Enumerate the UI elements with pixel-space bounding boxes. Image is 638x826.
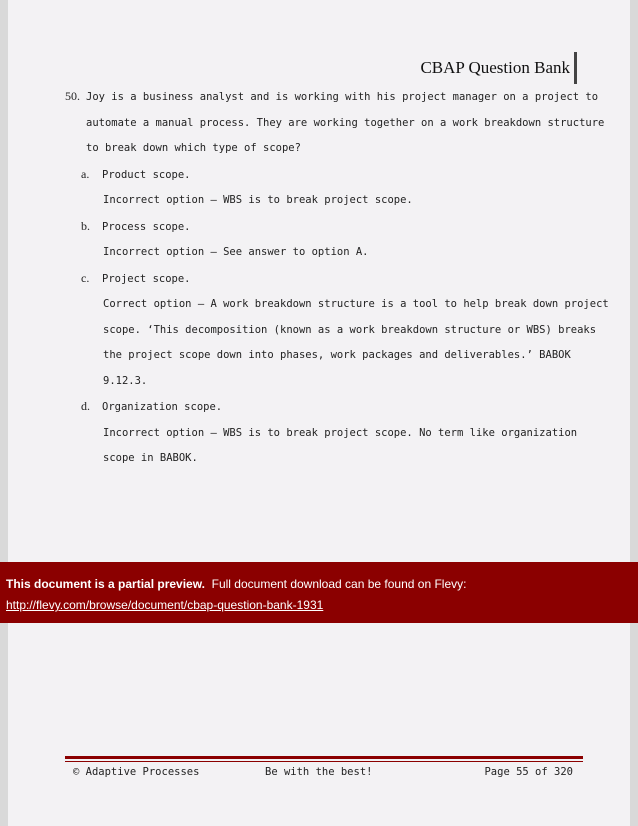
option-explanation: Incorrect option – See answer to option A. [103, 246, 369, 258]
question-block [65, 84, 609, 472]
document-page [8, 0, 630, 826]
option-text: Organization scope. [102, 401, 223, 413]
question-number: 50. [65, 89, 80, 103]
question-text: Joy is a business analyst and is working with his project manager on a project to [86, 91, 599, 103]
option-explanation: Incorrect option – WBS is to break project scope. No term like organization [103, 426, 578, 439]
option-text: Project scope. [102, 272, 191, 285]
option-label: c. [81, 270, 90, 285]
option-label: a. [81, 166, 90, 181]
header-title: CBAP Question Bank [420, 58, 570, 77]
banner-text: Full document download can be found on Flevy: [211, 577, 467, 591]
option-explanation: Correct option – A work breakdown structure is a tool to help break down project [103, 298, 609, 310]
footer-page-number: Page 55 of 320 [484, 766, 573, 778]
option-c [65, 266, 575, 293]
footer-slogan: Be with the best! [265, 766, 373, 778]
option-text: Process scope. [102, 220, 191, 233]
download-link[interactable]: http://flevy.com/browse/document/cbap-question-bank-1931 [6, 598, 324, 612]
option-explanation: Incorrect option – WBS is to break project scope. [103, 194, 413, 206]
option-b [65, 214, 575, 241]
question-line [65, 84, 599, 111]
option-explanation: scope. ‘This decomposition (known as a work breakdown structure or WBS) breaks [103, 323, 597, 336]
question-line: to break down which type of scope? [86, 142, 301, 154]
banner-bold-text: This document is a partial preview. [6, 577, 205, 591]
option-label: d. [81, 399, 90, 413]
preview-banner [0, 562, 638, 623]
option-explanation: 9.12.3. [103, 374, 148, 387]
footer-rule [65, 756, 583, 759]
footer-rule-thin [65, 761, 583, 762]
banner-message [6, 577, 466, 591]
option-label: b. [81, 218, 90, 233]
header-divider [574, 52, 577, 84]
option-explanation: scope in BABOK. [103, 452, 198, 464]
option-explanation: the project scope down into phases, work packages and deliverables.’ BABOK [103, 349, 571, 361]
option-d [65, 394, 575, 421]
option-text: Product scope. [102, 168, 191, 181]
footer-copyright: © Adaptive Processes [73, 766, 200, 778]
option-a [65, 162, 575, 189]
question-line: automate a manual process. They are working together on a work breakdown structure [86, 116, 605, 129]
